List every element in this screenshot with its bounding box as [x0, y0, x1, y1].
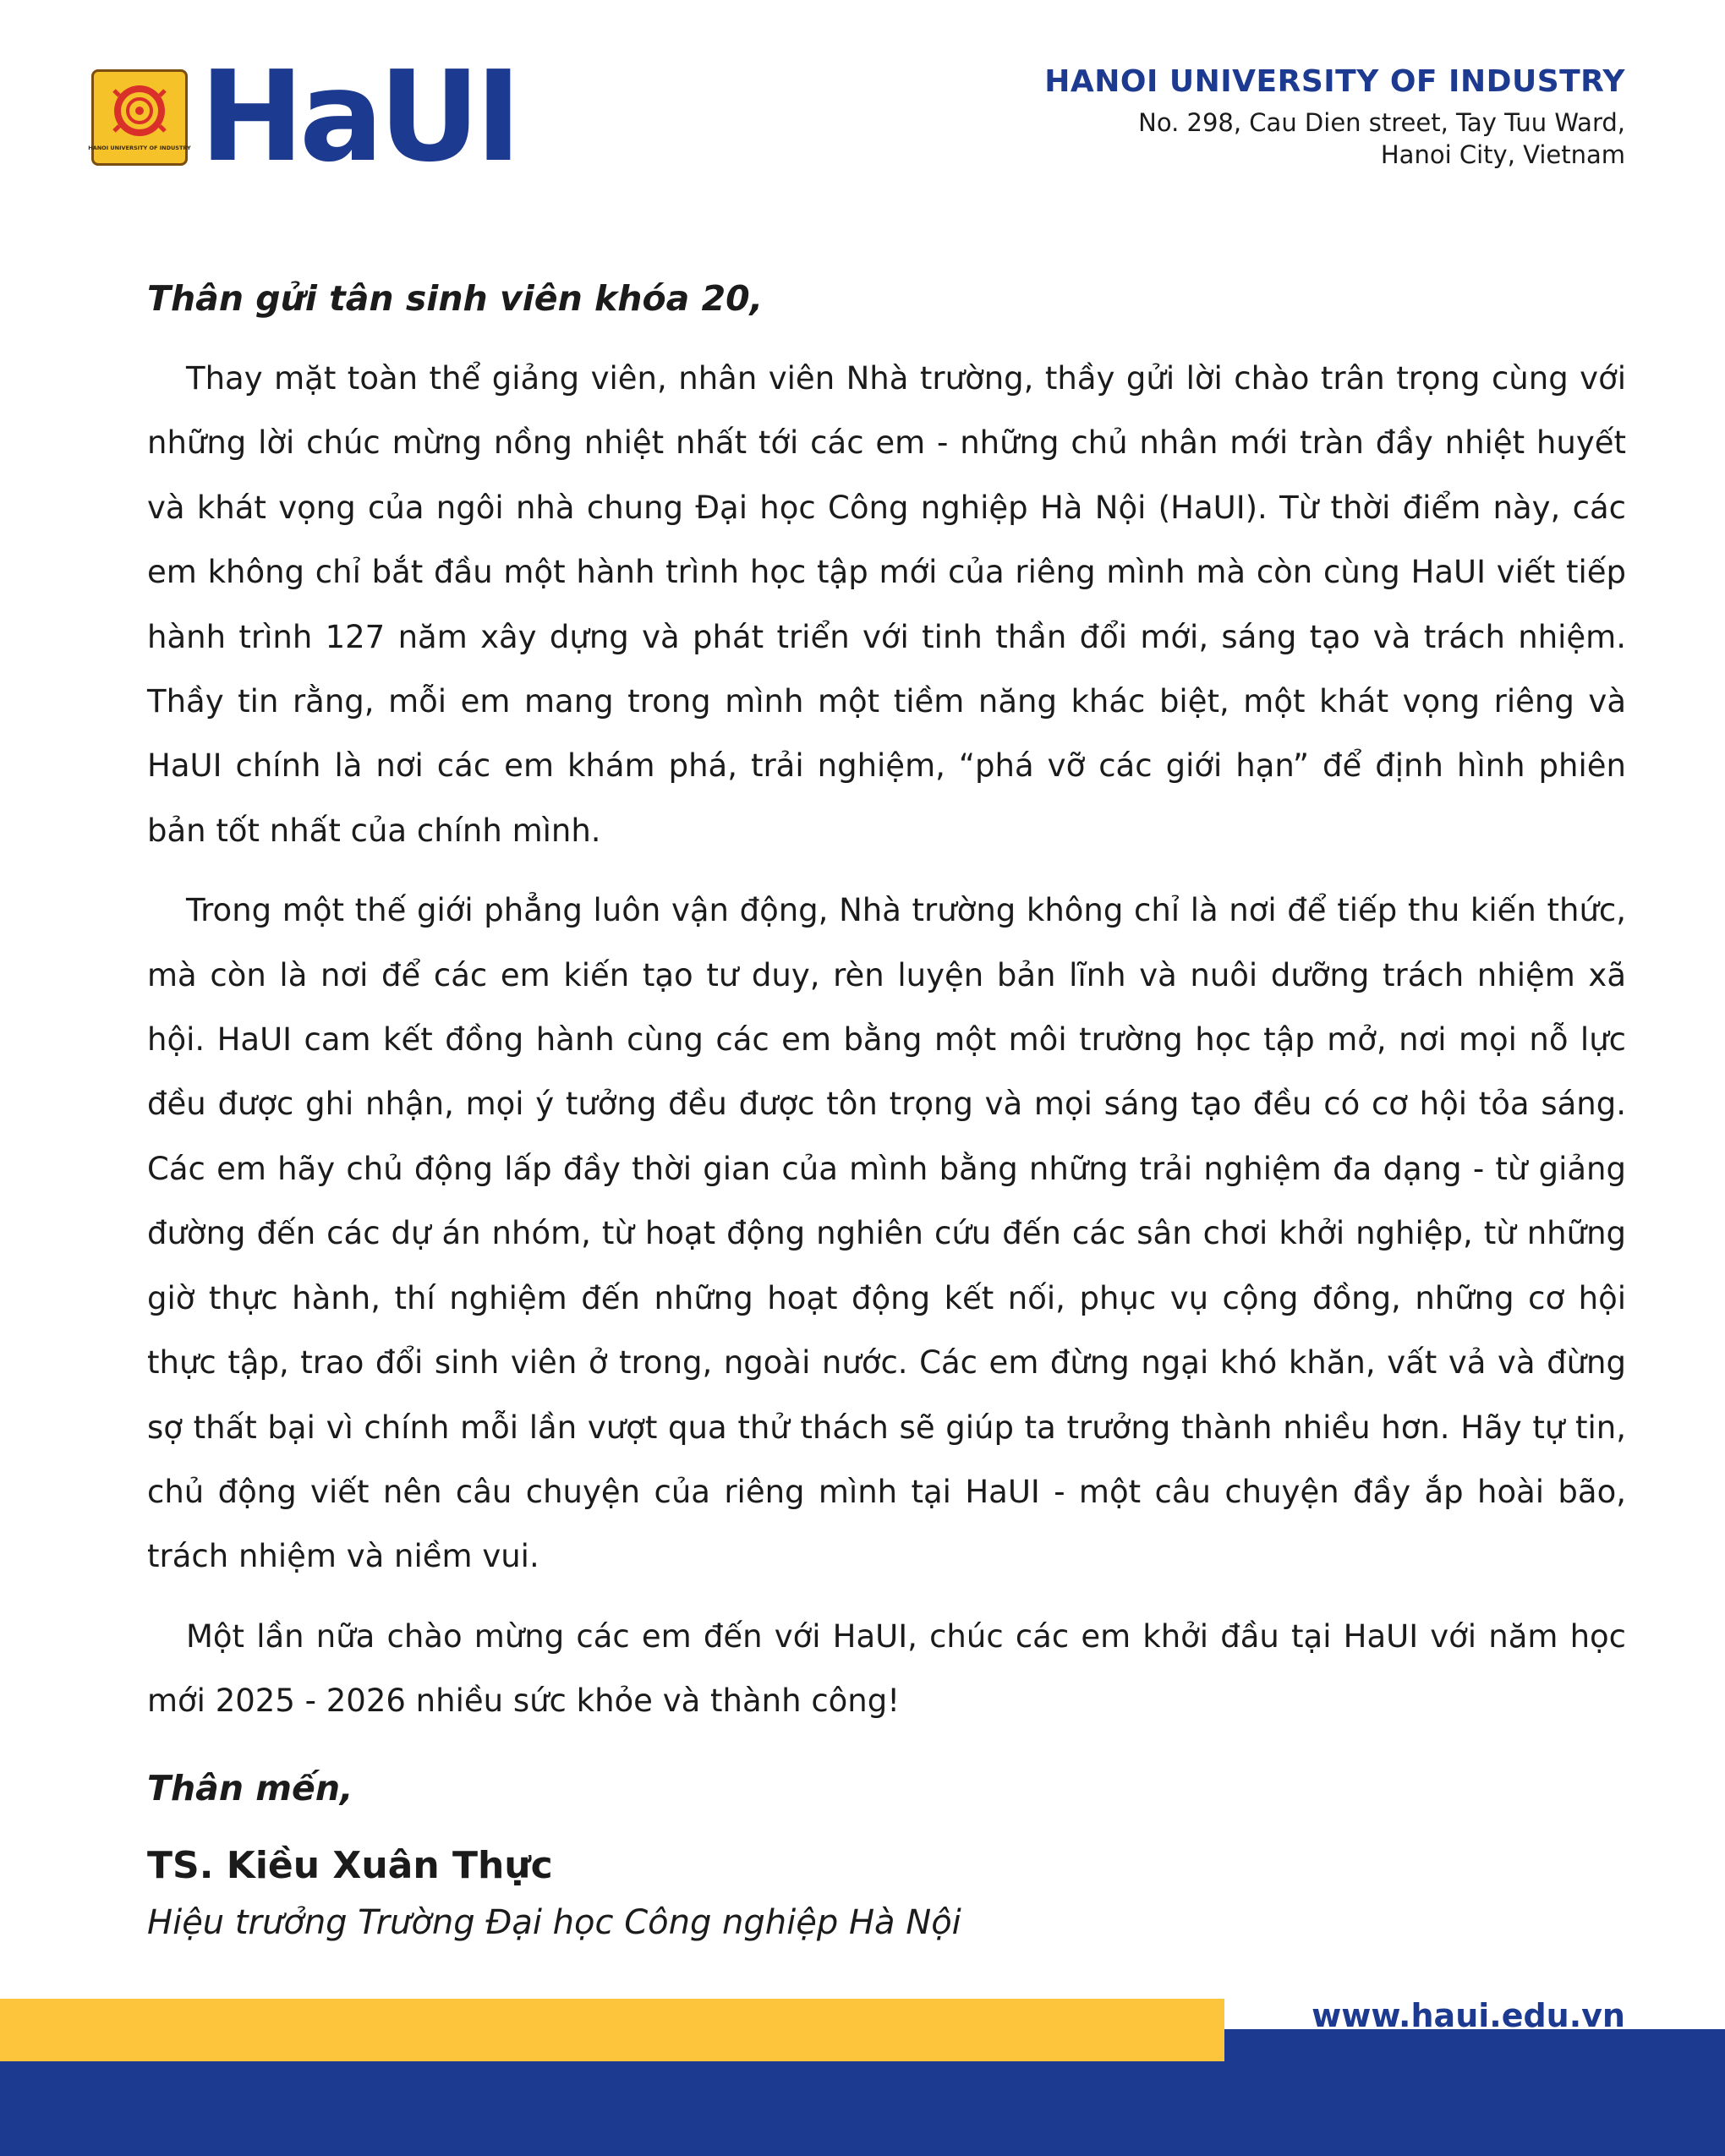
university-emblem — [88, 69, 191, 166]
haui-logo-wordmark: HaUI — [200, 44, 517, 189]
emblem-caption: HANOI UNIVERSITY OF INDUSTRY — [88, 145, 191, 151]
university-name: HANOI UNIVERSITY OF INDUSTRY — [1044, 64, 1625, 99]
letter-body — [147, 269, 1626, 1947]
footer-yellow-band — [0, 1999, 1224, 2061]
paragraph-welcome: Thay mặt toàn thể giảng viên, nhân viên Nhà trường, thầy gửi lời chào trân trọng cùng với những lời chúc mừng nồng nhiệt nhất tới các em - những chủ nhân mới tràn đầy nhiệt huyết và khát vọng của ngôi nhà chung Đại học Công nghiệp Hà Nội (HaUI). Từ thời điểm này, các em không chỉ bắt đầu một hành trình học tập mới của riêng mình mà còn cùng HaUI viết tiếp hành trình 127 năm xây dựng và phát triển với tinh thần đổi mới, sáng tạo và trách nhiệm. Thầy tin rằng, mỗi em mang trong mình một tiềm năng khác biệt, một khát vọng riêng và HaUI chính là nơi các em khám phá, trải nghiệm, “phá vỡ các giới hạn” để định hình phiên bản tốt nhất của chính mình. — [147, 360, 1626, 849]
paragraph-encouragement: Trong một thế giới phẳng luôn vận động, Nhà trường không chỉ là nơi để tiếp thu kiến thức, mà còn là nơi để các em kiến tạo tư duy, rèn luyện bản lĩnh và nuôi dưỡng trách nhiệm xã hội. HaUI cam kết đồng hành cùng các em bằng một môi trường học tập mở, nơi mọi nỗ lực đều được ghi nhận, mọi ý tưởng đều được tôn trọng và mọi sáng tạo đều có cơ hội tỏa sáng. Các em hãy chủ động lấp đầy thời gian của mình bằng những trải nghiệm đa dạng - từ giảng đường đến các dự án nhóm, từ hoạt động nghiên cứu đến các sân chơi khởi nghiệp, từ những giờ thực hành, thí nghiệm đến những hoạt động kết nối, phục vụ cộng đồng, những cơ hội thực tập, trao đổi sinh viên ở trong, ngoài nước. Các em đừng ngại khó khăn, vất vả và đừng sợ thất bại vì chính mỗi lần vượt qua thử thách sẽ giúp ta trưởng thành nhiều hơn. Hãy tự tin, chủ động viết nên câu chuyện của riêng mình tại HaUI - một câu chuyện đầy ắp hoài bão, trách nhiệm và niềm vui. — [147, 892, 1626, 1575]
signer-title: Hiệu trưởng Trường Đại học Công nghiệp Hà Nội — [147, 1902, 961, 1942]
signer-name: TS. Kiều Xuân Thực — [147, 1843, 553, 1887]
salutation: Thân gửi tân sinh viên khóa 20, — [147, 278, 764, 319]
footer-blue-band — [0, 2061, 1725, 2156]
paragraph-closing-wish: Một lần nữa chào mừng các em đến với HaUI, chúc các em khởi đầu tại HaUI với năm học mới 2025 - 2026 nhiều sức khỏe và thành công! — [147, 1617, 1626, 1720]
emblem-icon — [88, 72, 191, 163]
university-address — [1138, 107, 1625, 171]
address-line-1: No. 298, Cau Dien street, Tay Tuu Ward, — [1138, 108, 1625, 137]
website-link[interactable]: www.haui.edu.vn — [1312, 1997, 1625, 2034]
closing-phrase: Thân mến, — [147, 1767, 353, 1809]
address-line-2: Hanoi City, Vietnam — [1380, 140, 1625, 169]
